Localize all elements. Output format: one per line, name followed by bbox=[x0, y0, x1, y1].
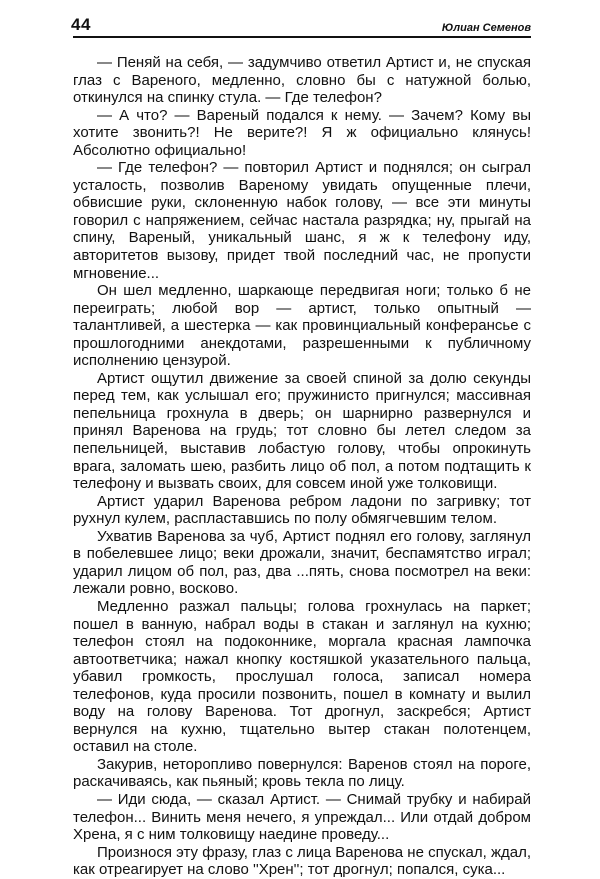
book-page bbox=[73, 14, 531, 879]
paragraph: — А что? — Вареный подался к нему. — Зачем? Кому вы хотите звонить?! Не верите?! Я ж официально клянусь! Абсолютно официально! bbox=[73, 106, 531, 159]
paragraph: Артист ударил Варенова ребром ладони по загривку; тот рухнул кулем, распластавшись по полу обмягчевшим телом. bbox=[73, 492, 531, 528]
paragraph: — Иди сюда, — сказал Артист. — Снимай трубку и набирай телефон... Винить меня нечего, я упреждал... Или отдай добром Хрена, я с ним толковищу наедине проведу... bbox=[73, 790, 531, 844]
page-number: 44 bbox=[71, 15, 91, 34]
paragraph: — Пеняй на себя, — задумчиво ответил Артист и, не спуская глаз с Вареного, медленно, словно бы с натужной болью, откинулся на спинку стула. — Где телефон? bbox=[73, 54, 531, 107]
paragraph: Произнося эту фразу, глаз с лица Варенова не спускал, ждал, как отреагирует на слово ''Хрен''; тот дрогнул; попался, сука... bbox=[73, 843, 531, 879]
paragraph: Ухватив Варенова за чуб, Артист поднял его голову, заглянул в побелевшее лицо; веки дрожали, значит, беспамятство играл; ударил лицом об пол, раз, два ...пять, снова посмотрел на веки: лежали ровно, восково. bbox=[73, 527, 531, 598]
paragraph: Он шел медленно, шаркающе передвигая ноги; только б не переиграть; любой вор — артист, только опытный — талантливей, а шестерка — как провинциальный конферансье с прошлогодними анекдотами, разрешенными к публичному исполнению цензурой. bbox=[73, 282, 531, 370]
paragraph: — Где телефон? — повторил Артист и поднялся; он сыграл усталость, позволив Вареному увидать опущенные плечи, обвисшие руки, склоненную набок голову, — все эти минуты говорил с напряжением, сейчас настала разрядка; ну, прыгай на спину, Вареный, уникальный шанс, я ж к телефону иду, авторитетов вызову, придет твой последний час, не пропусти мгновение... bbox=[73, 159, 531, 282]
paragraph: Медленно разжал пальцы; голова грохнулась на паркет; пошел в ванную, набрал воды в стакан и заглянул на кухню; телефон стоял на подоконнике, моргала красная лампочка автоответчика; нажал кнопку костяшкой указательного пальца, убавил громкость, прослушал голоса, записал номера телефонов, куда просили позвонить, пошел в комнату и вылил воду на голову Варенова. Тот дрогнул, заскребся; Артист вернулся на кухню, тщательно вытер стакан полотенцем, оставил на столе. bbox=[73, 597, 531, 756]
author-name: Юлиан Семенов bbox=[441, 22, 531, 34]
paragraph: Закурив, неторопливо повернулся: Варенов стоял на пороге, раскачиваясь, как пьяный; кровь текла по лицу. bbox=[73, 755, 531, 791]
paragraph: Артист ощутил движение за своей спиной за долю секунды перед тем, как услышал его; пружинисто пригнулся; массивная пепельница грохнула в дверь; он шарнирно развернулся и принял Варенова на грудь; тот словно бы летел следом за пепельницей, выставив лобастую голову, чтобы опрокинуть врага, заломать шею, разбить лицо об пол, а потом подтащить к телефону и вызвать своих, для совсем иной уже толковищи. bbox=[73, 369, 531, 493]
body-text bbox=[73, 54, 531, 879]
running-header bbox=[73, 14, 531, 38]
